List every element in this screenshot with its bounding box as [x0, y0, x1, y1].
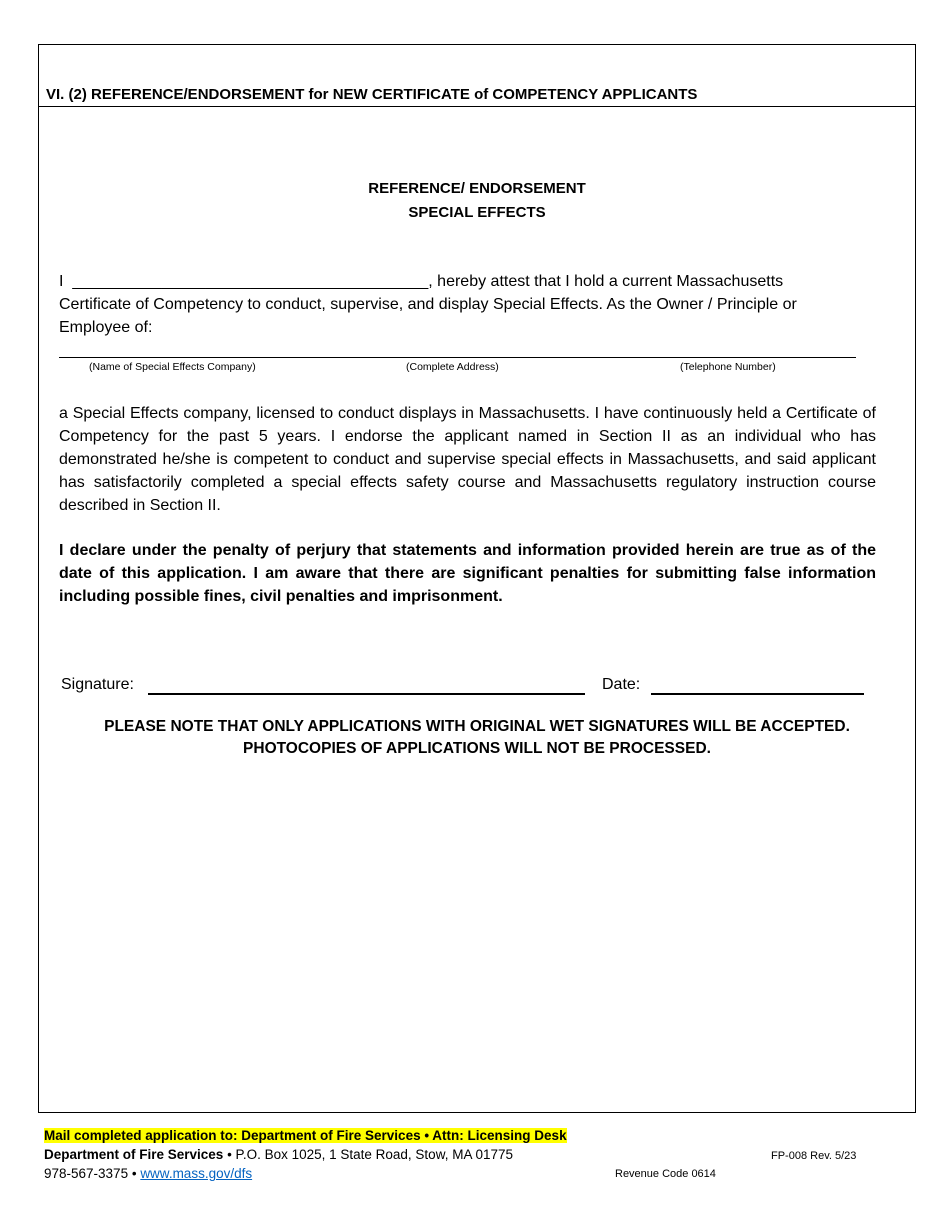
- attest-suffix: , hereby attest that I hold a current Massachusetts: [428, 273, 784, 290]
- form-number: FP-008 Rev. 5/23: [771, 1150, 857, 1162]
- department-phone: 978-567-3375 •: [44, 1166, 141, 1181]
- attest-statement: [59, 270, 876, 339]
- signature-label: Signature:: [61, 676, 134, 693]
- company-info-line[interactable]: [59, 357, 856, 358]
- endorsement-paragraph: a Special Effects company, licensed to conduct displays in Massachusetts. I have continuously held a Certificate of Competency for the past 5 years. I endorse the applicant named in Section II as an individual who has demonstrated he/she is competent to conduct and supervise special effects in Massachusetts, and said applicant has satisfactorily completed a special effects safety course and Massachusetts regulatory instruction course described in Section II.: [59, 405, 876, 514]
- date-field[interactable]: [651, 693, 864, 695]
- wet-signature-notice: PLEASE NOTE THAT ONLY APPLICATIONS WITH ORIGINAL WET SIGNATURES WILL BE ACCEPTED.: [104, 718, 850, 735]
- form-subheading: SPECIAL EFFECTS: [408, 204, 546, 221]
- company-name-caption: (Name of Special Effects Company): [89, 361, 256, 373]
- department-address: [44, 1147, 513, 1162]
- department-street: • P.O. Box 1025, 1 State Road, Stow, MA 01775: [223, 1147, 513, 1162]
- company-address-caption: (Complete Address): [406, 361, 499, 373]
- attest-line-2: Certificate of Competency to conduct, supervise, and display Special Effects. As the Owner / Principle or: [59, 296, 797, 313]
- department-contact: [44, 1166, 252, 1181]
- signature-field[interactable]: [148, 693, 585, 695]
- section-title: VI. (2) REFERENCE/ENDORSEMENT for NEW CERTIFICATE of COMPETENCY APPLICANTS: [46, 86, 698, 103]
- form-section-box: [38, 44, 916, 1113]
- department-name: Department of Fire Services: [44, 1147, 224, 1162]
- photocopy-notice: PHOTOCOPIES OF APPLICATIONS WILL NOT BE PROCESSED.: [243, 740, 711, 757]
- attester-name-blank[interactable]: ________________________________________: [72, 273, 429, 290]
- department-website-link[interactable]: www.mass.gov/dfs: [140, 1166, 253, 1181]
- revenue-code: Revenue Code 0614: [615, 1168, 716, 1180]
- company-phone-caption: (Telephone Number): [680, 361, 776, 373]
- section-header: [39, 45, 915, 107]
- attest-line-3: Employee of:: [59, 319, 153, 336]
- perjury-declaration: I declare under the penalty of perjury that statements and information provided herein are true as of the date of this application. I am aware that there are significant penalties for submitting false information including possible fines, civil penalties and imprisonment.: [59, 542, 876, 605]
- date-label: Date:: [602, 676, 641, 693]
- mail-instructions-text: Mail completed application to: Department of Fire Services • Attn: Licensing Desk: [44, 1128, 567, 1143]
- attest-prefix: I: [59, 273, 64, 290]
- mail-instructions: [44, 1128, 567, 1143]
- attest-line-1: [59, 270, 876, 293]
- form-heading: REFERENCE/ ENDORSEMENT: [368, 180, 586, 197]
